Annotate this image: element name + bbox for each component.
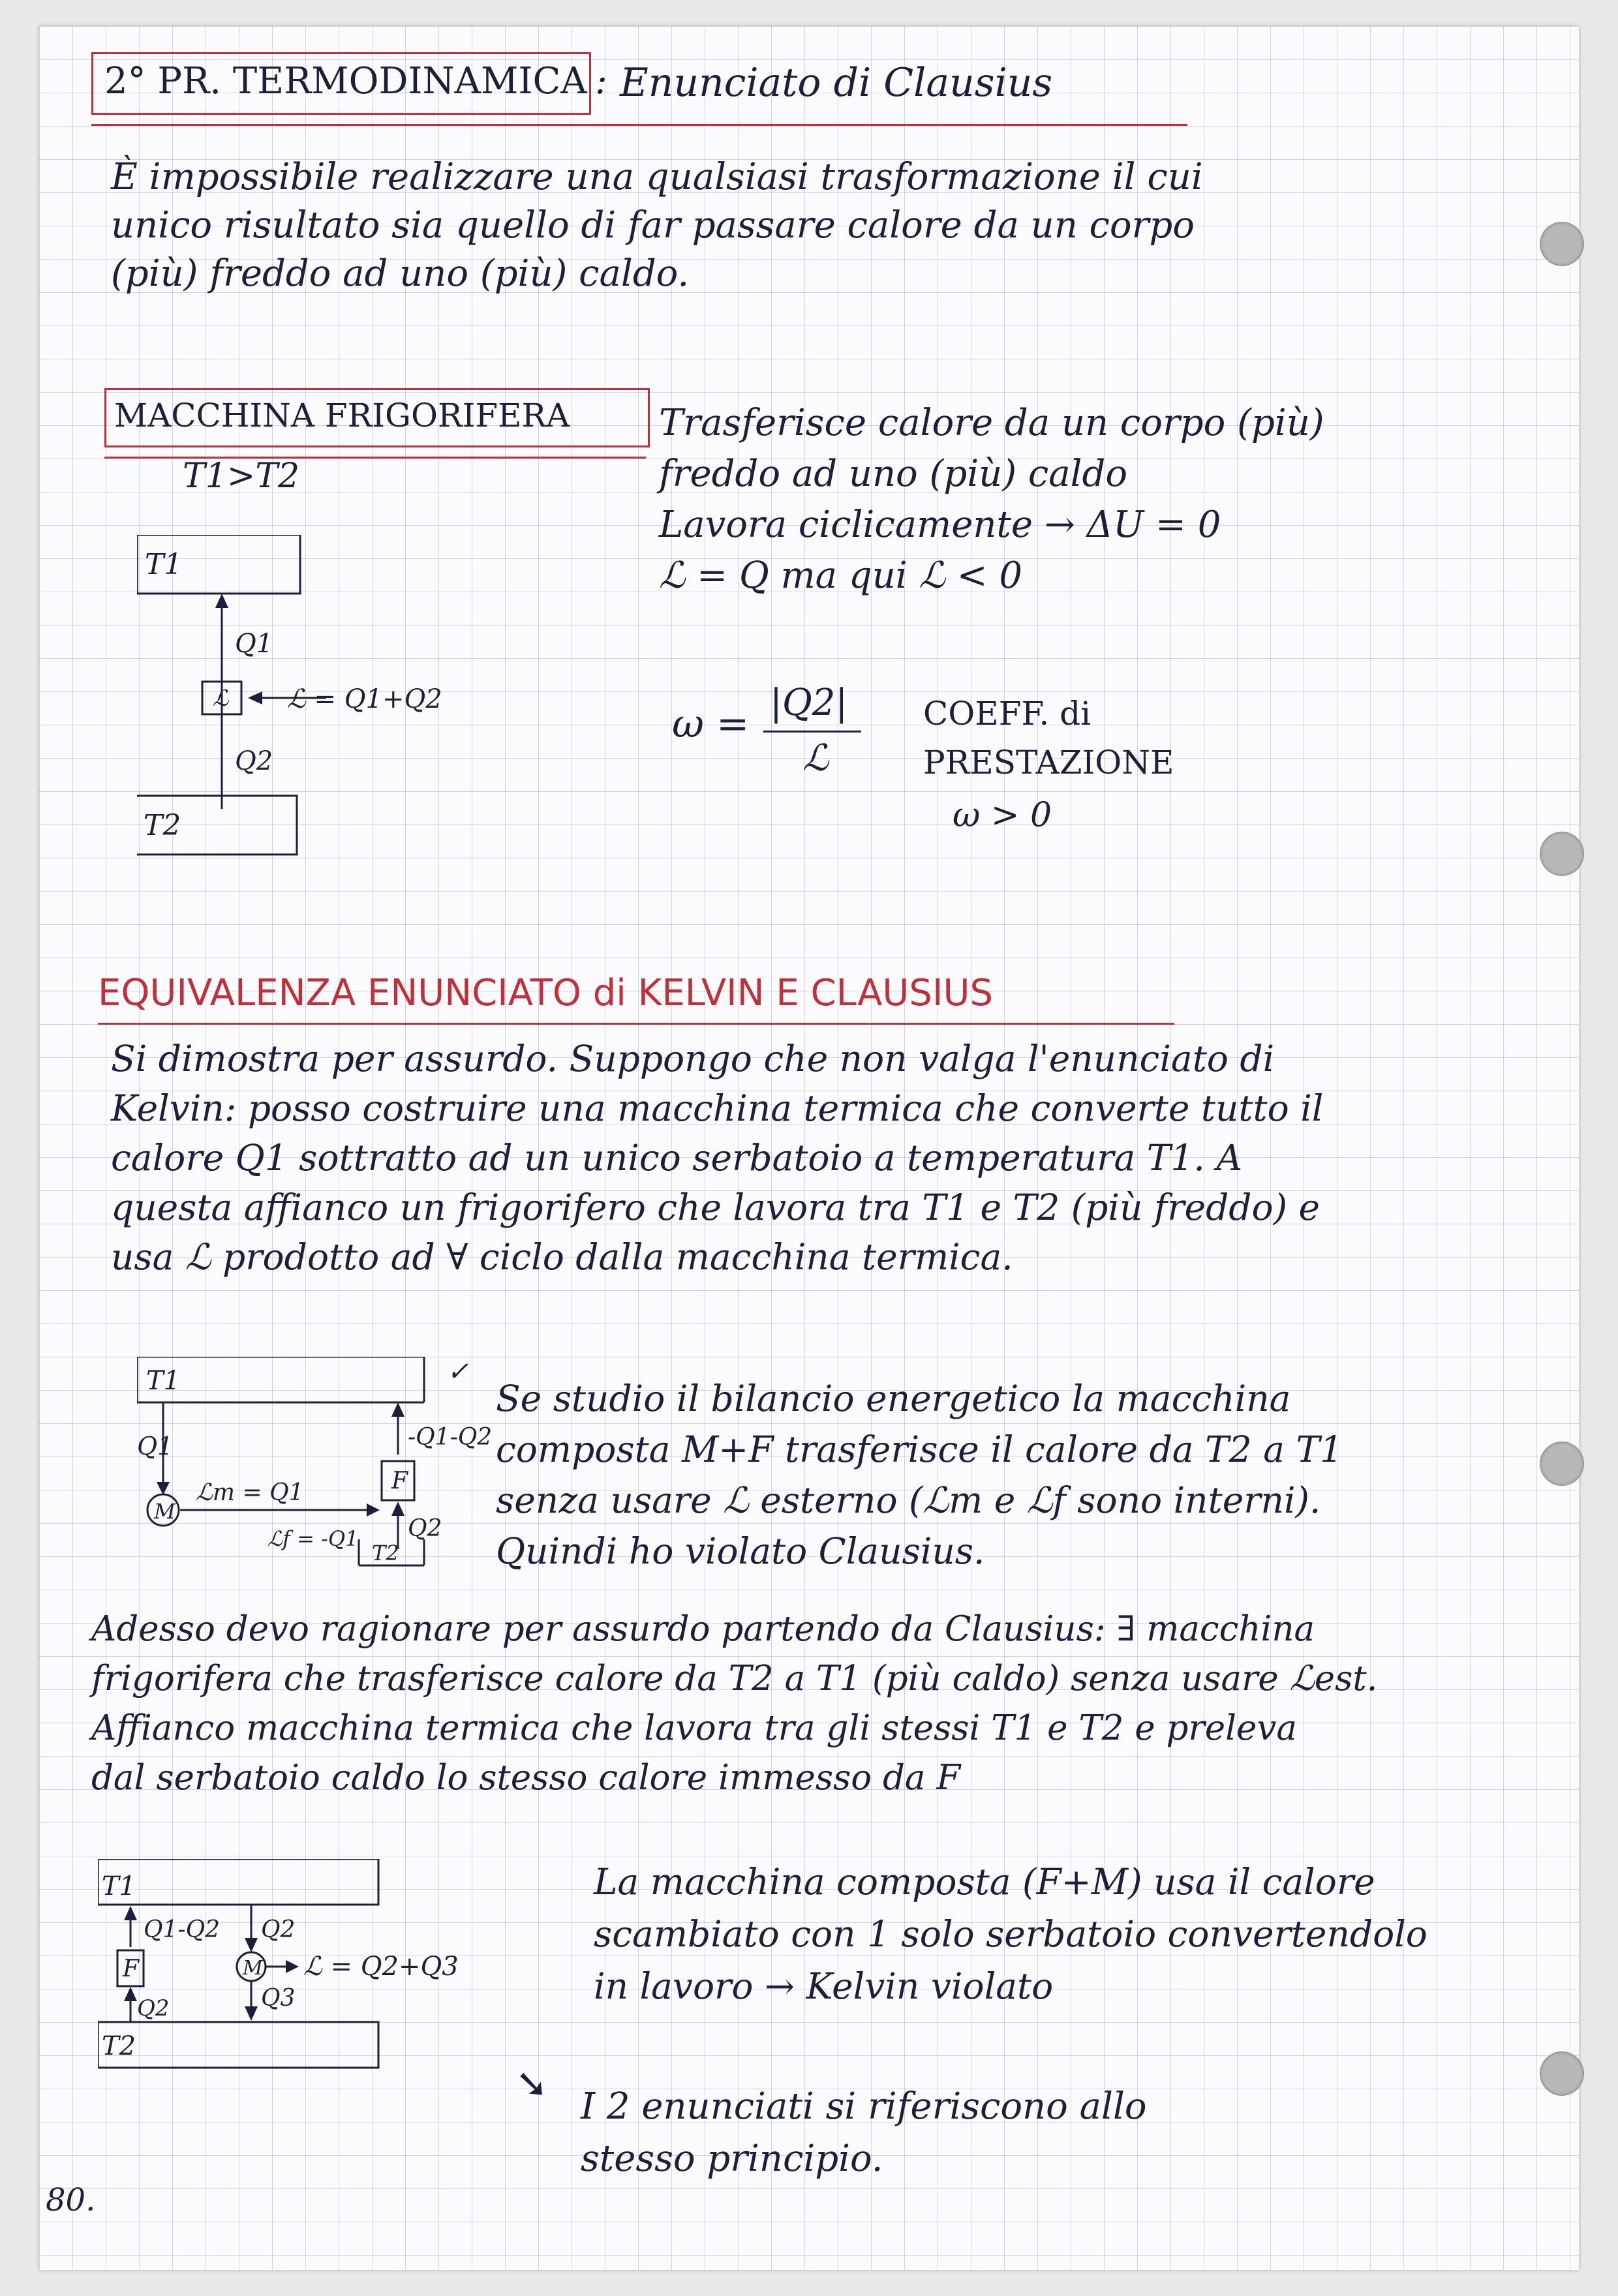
d1-f: F bbox=[391, 1468, 408, 1494]
fridge-diagram-q1: Q1 bbox=[235, 629, 273, 659]
conclusion: I 2 enunciati si riferiscono allo stesso principio. bbox=[581, 2085, 1147, 2180]
page-number: 80. bbox=[46, 2182, 96, 2218]
omega-fraction-bar bbox=[763, 731, 861, 733]
title-colon: : bbox=[595, 60, 607, 102]
binder-hole bbox=[1540, 2051, 1584, 2096]
equivalence-paragraph-3: Adesso devo ragionare per assurdo partendo da Clausius: ∃ macchina frigorifera che trasferisce calore da T2 a T1 (più caldo) senza usare ℒest. Affianco macchina termica che lavora tra gli stessi T1 e T2 e preleva dal serbatoio caldo lo stesso calore immesso da F bbox=[91, 1609, 1378, 1798]
equivalence-heading: EQUIVALENZA ENUNCIATO di KELVIN E CLAUSIUS bbox=[98, 972, 993, 1014]
fridge-description: Trasferisce calore da un corpo (più) freddo ad uno (più) caldo Lavora ciclicamente → ΔU = 0 ℒ = Q ma qui ℒ < 0 bbox=[659, 402, 1324, 597]
title-label: 2° PR. TERMODINAMICA bbox=[104, 60, 587, 102]
d1-t1: T1 bbox=[146, 1366, 181, 1396]
binder-hole bbox=[1540, 832, 1584, 876]
fridge-condition: T1>T2 bbox=[183, 457, 300, 496]
d2-m: M bbox=[243, 1957, 263, 1980]
fridge-diagram bbox=[137, 535, 463, 874]
equivalence-underline bbox=[98, 1023, 1174, 1025]
d2-q2a: Q2 bbox=[261, 1916, 296, 1943]
d2-l: ℒ = Q2+Q3 bbox=[303, 1952, 459, 1982]
fridge-diagram-t1: T1 bbox=[145, 548, 183, 581]
fridge-diagram-t2: T2 bbox=[144, 809, 181, 842]
d1-lm: ℒm = Q1 bbox=[196, 1479, 304, 1506]
binder-hole bbox=[1540, 1442, 1584, 1486]
coeff-label-1: COEFF. di bbox=[923, 695, 1091, 733]
equivalence-paragraph-2: Se studio il bilancio energetico la macchina composta M+F trasferisce il calore da T2 a T1 senza usare ℒ esterno (ℒm e ℒf sono interni). Quindi ho violato Clausius. bbox=[496, 1378, 1343, 1572]
equivalence-paragraph-4: La macchina composta (F+M) usa il calore scambiato con 1 solo serbatoio convertendolo in lavoro → Kelvin violato bbox=[594, 1861, 1427, 2007]
title-subtitle: Enunciato di Clausius bbox=[620, 60, 1053, 106]
d2-t1: T1 bbox=[102, 1871, 136, 1901]
binder-hole bbox=[1540, 222, 1584, 266]
d1-q2: Q2 bbox=[408, 1515, 442, 1542]
coeff-label-2: PRESTAZIONE bbox=[923, 744, 1174, 781]
omega-lhs: ω = bbox=[672, 701, 750, 747]
d2-q3: Q3 bbox=[261, 1985, 296, 2012]
equivalence-paragraph-1: Si dimostra per assurdo. Suppongo che non valga l'enunciato di Kelvin: posso costruire una macchina termica che converte tutto il calore Q1 sottratto ad un unico serbatoio a temperatura T1. A questa affianco un frigorifero che lavora tra T1 e T2 (più freddo) e usa ℒ prodotto ad ∀ ciclo dalla macchina termica. bbox=[111, 1038, 1324, 1278]
d2-f: F bbox=[123, 1956, 139, 1982]
d2-q2b: Q2 bbox=[137, 1995, 170, 2021]
omega-denominator: ℒ bbox=[802, 737, 829, 779]
d1-top: -Q1-Q2 bbox=[408, 1424, 493, 1451]
title-underline bbox=[91, 124, 1187, 126]
fridge-diagram-center: ℒ bbox=[213, 686, 229, 712]
d1-q1: Q1 bbox=[137, 1432, 174, 1460]
d2-qa: Q1-Q2 bbox=[144, 1916, 220, 1943]
d1-m: M bbox=[154, 1499, 176, 1524]
notebook-page bbox=[39, 26, 1579, 2270]
d1-lf: ℒf = -Q1 bbox=[267, 1526, 359, 1551]
d1-t2: T2 bbox=[372, 1541, 399, 1565]
fridge-label: MACCHINA FRIGORIFERA bbox=[114, 397, 570, 434]
clausius-statement: È impossibile realizzare una qualsiasi trasformazione il cui unico risultato sia quello di far passare calore da un corpo (più) freddo ad uno (più) caldo. bbox=[111, 156, 1203, 295]
checkmark: ✓ bbox=[447, 1357, 469, 1387]
d2-t2: T2 bbox=[102, 2031, 136, 2061]
kelvin-clausius-diagram bbox=[137, 1357, 542, 1605]
fridge-diagram-work: ℒ = Q1+Q2 bbox=[287, 684, 442, 714]
omega-numerator: |Q2| bbox=[770, 682, 848, 724]
conclusion-arrow-icon: ➘ bbox=[515, 2061, 549, 2107]
omega-positive: ω > 0 bbox=[953, 796, 1052, 835]
clausius-kelvin-diagram bbox=[98, 1859, 594, 2081]
fridge-diagram-q2: Q2 bbox=[235, 746, 273, 776]
